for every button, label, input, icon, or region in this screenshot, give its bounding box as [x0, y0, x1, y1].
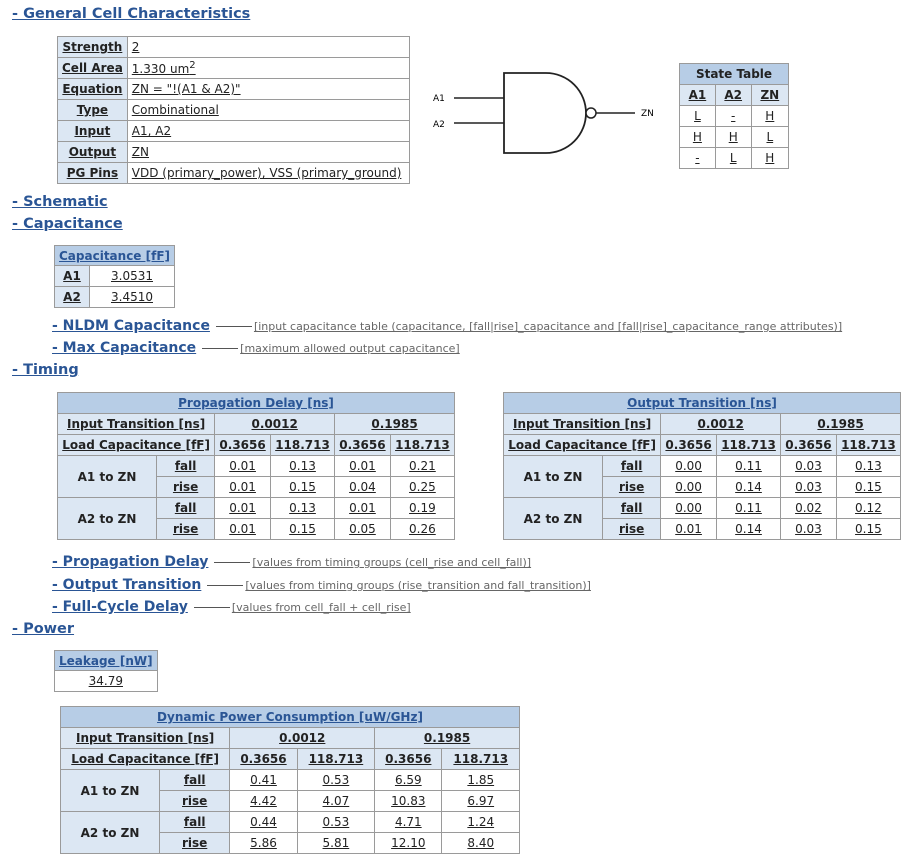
state-row [680, 127, 789, 148]
propagation-delay-value: 0.26 [390, 519, 454, 540]
section-power[interactable]: - Power [12, 621, 75, 637]
dynamic-power-edge-label: rise [160, 833, 230, 854]
nand-gate-symbol [428, 66, 660, 158]
leakage-value: 34.79 [55, 671, 158, 692]
full-cycle-delay-note: [values from cell_fall + cell_rise] [231, 601, 411, 614]
general-row [58, 121, 410, 142]
state-cell: H [751, 106, 788, 127]
output-transition-load-value: 0.3656 [781, 435, 837, 456]
dynamic-power-load-cap-label: Load Capacitance [fF] [61, 749, 230, 770]
propagation-delay-value: 0.01 [215, 498, 271, 519]
dynamic-power-title[interactable]: Dynamic Power Consumption [uW/GHz] [61, 707, 520, 728]
general-row [58, 100, 410, 121]
capacitance-value: 3.4510 [90, 287, 175, 308]
output-transition-row [504, 456, 901, 477]
dynamic-power-value: 10.83 [375, 791, 442, 812]
state-row [680, 106, 789, 127]
propagation-delay-value: 0.01 [215, 477, 271, 498]
output-transition-transition-value: 0.1985 [781, 414, 901, 435]
propagation-delay-value: 0.01 [215, 456, 271, 477]
output-transition-edge-label: rise [603, 519, 661, 540]
max-capacitance-link[interactable] [52, 340, 460, 356]
dynamic-power-value: 12.10 [375, 833, 442, 854]
general-row [58, 79, 410, 100]
general-value-text: ZN [131, 145, 149, 159]
general-key: Input [58, 121, 128, 142]
dynamic-power-value: 0.53 [297, 770, 374, 791]
output-transition-table [503, 392, 901, 540]
output-transition-value: 0.00 [661, 456, 717, 477]
dynamic-power-value: 5.86 [230, 833, 297, 854]
general-key: Type [58, 100, 128, 121]
general-value-text: A1, A2 [131, 124, 172, 138]
dynamic-power-value: 6.59 [375, 770, 442, 791]
dynamic-power-arc-label: A2 to ZN [61, 812, 160, 854]
section-timing[interactable]: - Timing [12, 362, 79, 378]
capacitance-row [55, 287, 175, 308]
output-transition-arc-label: A2 to ZN [504, 498, 603, 540]
general-table [57, 36, 410, 184]
general-value-text: 2 [131, 40, 140, 54]
general-row [58, 37, 410, 58]
section-schematic[interactable]: - Schematic [12, 194, 108, 210]
propagation-delay-value: 0.01 [335, 498, 391, 519]
state-cell: L [751, 127, 788, 148]
propagation-delay-value: 0.19 [390, 498, 454, 519]
output-transition-value: 0.01 [661, 519, 717, 540]
dynamic-power-value: 1.24 [442, 812, 520, 833]
propagation-delay-table [57, 392, 455, 540]
general-row [58, 142, 410, 163]
state-cell: - [715, 106, 751, 127]
propagation-delay-value: 0.13 [270, 456, 334, 477]
capacitance-value: 3.0531 [90, 266, 175, 287]
state-header: A1 [680, 85, 716, 106]
dynamic-power-table [60, 706, 520, 854]
capacitance-pin: A2 [55, 287, 90, 308]
output-transition-note: [values from timing groups (rise_transition and fall_transition)] [245, 579, 591, 592]
state-table [679, 63, 789, 169]
propagation-delay-edge-label: rise [157, 519, 215, 540]
propagation-delay-load-value: 0.3656 [215, 435, 271, 456]
propagation-delay-arc-label: A2 to ZN [58, 498, 157, 540]
general-value-text: VDD (primary_power), VSS (primary_ground) [131, 166, 402, 180]
dynamic-power-row [61, 770, 520, 791]
general-key: Output [58, 142, 128, 163]
dynamic-power-load-value: 0.3656 [375, 749, 442, 770]
output-transition-load-value: 0.3656 [661, 435, 717, 456]
dynamic-power-edge-label: fall [160, 770, 230, 791]
propagation-delay-edge-label: fall [157, 498, 215, 519]
general-value [127, 163, 409, 184]
state-cell: H [680, 127, 716, 148]
general-value [127, 58, 409, 79]
dynamic-power-load-value: 118.713 [442, 749, 520, 770]
dynamic-power-value: 0.53 [297, 812, 374, 833]
propagation-delay-value: 0.04 [335, 477, 391, 498]
propagation-delay-edge-label: rise [157, 477, 215, 498]
general-value [127, 142, 409, 163]
output-transition-edge-label: rise [603, 477, 661, 498]
output-transition-load-cap-label: Load Capacitance [fF] [504, 435, 661, 456]
propagation-delay-value: 0.05 [335, 519, 391, 540]
full-cycle-delay-label[interactable]: - Full-Cycle Delay [52, 599, 188, 615]
dynamic-power-transition-value: 0.0012 [230, 728, 375, 749]
state-cell: L [680, 106, 716, 127]
state-header: ZN [751, 85, 788, 106]
propagation-delay-input-transition-label: Input Transition [ns] [58, 414, 215, 435]
nldm-capacitance-label[interactable]: - NLDM Capacitance [52, 318, 210, 334]
general-value [127, 37, 409, 58]
propagation-delay-value: 0.13 [270, 498, 334, 519]
propagation-delay-value: 0.01 [215, 519, 271, 540]
propagation-delay-title[interactable]: Propagation Delay [ns] [58, 393, 455, 414]
propagation-delay-value: 0.21 [390, 456, 454, 477]
output-transition-link[interactable] [52, 577, 591, 593]
output-transition-value: 0.03 [781, 519, 837, 540]
general-key: Cell Area [58, 58, 128, 79]
propagation-delay-label[interactable]: - Propagation Delay [52, 554, 209, 570]
capacitance-title[interactable]: Capacitance [fF] [55, 246, 175, 266]
output-transition-title[interactable]: Output Transition [ns] [504, 393, 901, 414]
output-transition-arc-label: A1 to ZN [504, 456, 603, 498]
output-transition-value: 0.11 [716, 456, 780, 477]
general-key: Strength [58, 37, 128, 58]
general-value [127, 79, 409, 100]
section-capacitance[interactable]: - Capacitance [12, 216, 123, 232]
state-header: A2 [715, 85, 751, 106]
general-value-text: ZN = "!(A1 & A2)" [131, 82, 241, 96]
output-transition-value: 0.03 [781, 477, 837, 498]
general-key: Equation [58, 79, 128, 100]
dynamic-power-value: 4.07 [297, 791, 374, 812]
output-transition-value: 0.13 [836, 456, 900, 477]
output-transition-label[interactable]: - Output Transition [52, 577, 202, 593]
propagation-delay-value: 0.15 [270, 477, 334, 498]
dynamic-power-arc-label: A1 to ZN [61, 770, 160, 812]
general-row [58, 163, 410, 184]
capacitance-pin: A1 [55, 266, 90, 287]
dynamic-power-value: 5.81 [297, 833, 374, 854]
propagation-delay-transition-value: 0.1985 [335, 414, 455, 435]
capacitance-row [55, 266, 175, 287]
general-value-text: 1.330 um [131, 62, 190, 76]
output-transition-load-value: 118.713 [716, 435, 780, 456]
output-transition-value: 0.15 [836, 477, 900, 498]
dynamic-power-value: 4.71 [375, 812, 442, 833]
section-general[interactable]: - General Cell Characteristics [12, 6, 251, 22]
general-key: PG Pins [58, 163, 128, 184]
propagation-delay-row [58, 456, 455, 477]
propagation-delay-load-cap-label: Load Capacitance [fF] [58, 435, 215, 456]
dynamic-power-row [61, 812, 520, 833]
propagation-delay-load-value: 0.3656 [335, 435, 391, 456]
output-transition-value: 0.14 [716, 477, 780, 498]
output-transition-value: 0.11 [716, 498, 780, 519]
capacitance-table [54, 245, 175, 308]
dynamic-power-value: 6.97 [442, 791, 520, 812]
max-capacitance-note: [maximum allowed output capacitance] [240, 342, 460, 355]
output-transition-row [504, 498, 901, 519]
state-table-title: State Table [680, 64, 789, 85]
dynamic-power-input-transition-label: Input Transition [ns] [61, 728, 230, 749]
propagation-delay-transition-value: 0.0012 [215, 414, 335, 435]
output-transition-input-transition-label: Input Transition [ns] [504, 414, 661, 435]
output-transition-value: 0.15 [836, 519, 900, 540]
general-value-sup: 2 [189, 60, 196, 71]
output-transition-value: 0.02 [781, 498, 837, 519]
nldm-capacitance-note: [input capacitance table (capacitance, [fall|rise]_capacitance and [fall|rise]_capacitance_range attributes)] [253, 320, 843, 333]
general-value [127, 121, 409, 142]
state-cell: H [715, 127, 751, 148]
state-row [680, 148, 789, 169]
dynamic-power-value: 8.40 [442, 833, 520, 854]
dynamic-power-edge-label: fall [160, 812, 230, 833]
gate-label-a2: A2 [433, 120, 445, 130]
max-capacitance-label[interactable]: - Max Capacitance [52, 340, 197, 356]
leakage-title[interactable]: Leakage [nW] [55, 651, 158, 671]
propagation-delay-link[interactable] [52, 554, 531, 570]
propagation-delay-note: [values from timing groups (cell_rise and cell_fall)] [252, 556, 532, 569]
output-transition-value: 0.00 [661, 498, 717, 519]
output-transition-value: 0.12 [836, 498, 900, 519]
output-transition-value: 0.03 [781, 456, 837, 477]
state-cell: H [751, 148, 788, 169]
dynamic-power-value: 1.85 [442, 770, 520, 791]
dynamic-power-value: 0.44 [230, 812, 297, 833]
general-row [58, 58, 410, 79]
dynamic-power-edge-label: rise [160, 791, 230, 812]
dynamic-power-value: 4.42 [230, 791, 297, 812]
gate-label-a1: A1 [433, 94, 445, 104]
general-value [127, 100, 409, 121]
gate-body [504, 73, 586, 153]
propagation-delay-arc-label: A1 to ZN [58, 456, 157, 498]
general-value-text: Combinational [131, 103, 219, 117]
leakage-table [54, 650, 158, 692]
dynamic-power-load-value: 0.3656 [230, 749, 297, 770]
propagation-delay-value: 0.01 [335, 456, 391, 477]
propagation-delay-value: 0.25 [390, 477, 454, 498]
output-transition-transition-value: 0.0012 [661, 414, 781, 435]
propagation-delay-edge-label: fall [157, 456, 215, 477]
dynamic-power-value: 0.41 [230, 770, 297, 791]
nldm-capacitance-link[interactable] [52, 318, 842, 334]
propagation-delay-row [58, 498, 455, 519]
gate-label-zn: ZN [641, 109, 654, 119]
output-transition-edge-label: fall [603, 456, 661, 477]
state-cell: L [715, 148, 751, 169]
dynamic-power-transition-value: 0.1985 [375, 728, 520, 749]
output-transition-value: 0.00 [661, 477, 717, 498]
state-cell: - [680, 148, 716, 169]
propagation-delay-load-value: 118.713 [270, 435, 334, 456]
propagation-delay-value: 0.15 [270, 519, 334, 540]
output-transition-value: 0.14 [716, 519, 780, 540]
propagation-delay-load-value: 118.713 [390, 435, 454, 456]
gate-bubble [586, 108, 596, 118]
output-transition-load-value: 118.713 [836, 435, 900, 456]
dynamic-power-load-value: 118.713 [297, 749, 374, 770]
output-transition-edge-label: fall [603, 498, 661, 519]
full-cycle-delay-link[interactable] [52, 599, 411, 615]
